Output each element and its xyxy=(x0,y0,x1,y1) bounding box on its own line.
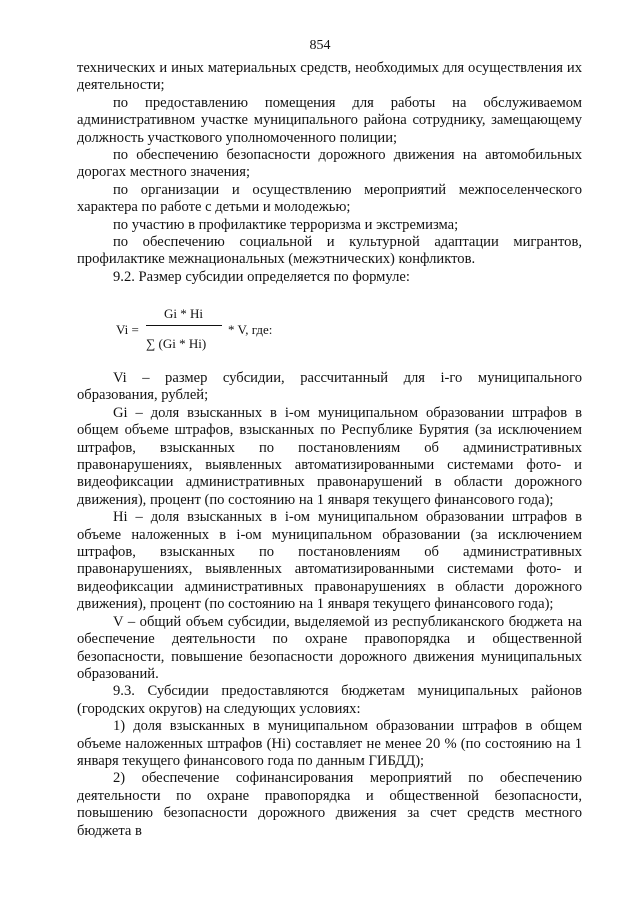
paragraph-hi-definition: Hi – доля взысканных в i-ом муниципальном образовании штрафов в объеме наложенных в i-ом муниципальном образовании (за исключением штрафов, взысканных по постановлениям об административных правонарушениях, выявленных автоматизированными системами фото- и видеофиксации административных правонарушениях в области дорожного движения), процент (по состоянию на 1 января текущего финансового года); xyxy=(77,509,582,613)
paragraph-condition-2: 2) обеспечение софинансирования мероприятий по обеспечению деятельности по охране правопорядка и общественной безопасности, повышению безопасности дорожного движения за счет средств местного бюджета в xyxy=(77,770,582,839)
paragraph-vi-definition: Vi – размер субсидии, рассчитанный для i-го муниципального образования, рублей; xyxy=(77,370,582,404)
paragraph-youth-work: по организации и осуществлению мероприятий межпоселенческого характера по работе с детьми и молодежью; xyxy=(77,181,582,216)
top-text-block xyxy=(77,60,582,286)
bottom-text-block xyxy=(77,370,582,840)
paragraph-migrant-adaptation: по обеспечению социальной и культурной адаптации мигрантов, профилактике межнациональных (межэтнических) конфликтов. xyxy=(77,234,582,268)
paragraph-v-definition: V – общий объем субсидии, выделяемой из республиканского бюджета на обеспечение деятельности по охране правопорядка и общественной безопасности, повышение безопасности дорожного движения муниципальных образований. xyxy=(77,613,582,682)
paragraph-terrorism-prevention: по участию в профилактике терроризма и экстремизма; xyxy=(113,216,459,233)
paragraph-road-safety: по обеспечению безопасности дорожного движения на автомобильных дорогах местного значения; xyxy=(77,147,582,181)
formula-fraction-bar xyxy=(146,325,222,326)
formula-denominator: ∑ (Gi * Hi) xyxy=(146,336,207,351)
page-number: 854 xyxy=(309,38,331,53)
paragraph-premises: по предоставлению помещения для работы на обслуживаемом административном участке муниципального района сотруднику, замещающему должность участкового уполномоченного полиции; xyxy=(77,94,582,146)
paragraph-section-9-3: 9.3. Субсидии предоставляются бюджетам муниципальных районов (городских округов) на следующих условиях: xyxy=(77,683,582,717)
paragraph-continuation: технических и иных материальных средств, необходимых для осуществления их деятельности; xyxy=(77,60,582,94)
formula-lhs: Vi = xyxy=(116,322,139,337)
formula-rhs: * V, где: xyxy=(228,322,273,337)
paragraph-condition-1: 1) доля взысканных в муниципальном образовании штрафов в общем объеме наложенных штрафов (Hi) составляет не менее 20 % (по состоянию на 1 января текущего финансового года по данным ГИБДД); xyxy=(77,718,582,769)
paragraph-gi-definition: Gi – доля взысканных в i-ом муниципальном образовании штрафов в общем объеме штрафов, взысканных по Республике Бурятия (за исключением штрафов, взысканных по постановлениям об административных правонарушениях, выявленных автоматизированными системами фото- и видеофиксации административных правонарушений в области дорожного движения), процент (по состоянию на 1 января текущего финансового года); xyxy=(77,404,582,508)
formula-numerator: Gi * Hi xyxy=(164,306,203,321)
subsidy-formula xyxy=(116,300,366,356)
paragraph-section-9-2: 9.2. Размер субсидии определяется по формуле: xyxy=(113,268,410,285)
